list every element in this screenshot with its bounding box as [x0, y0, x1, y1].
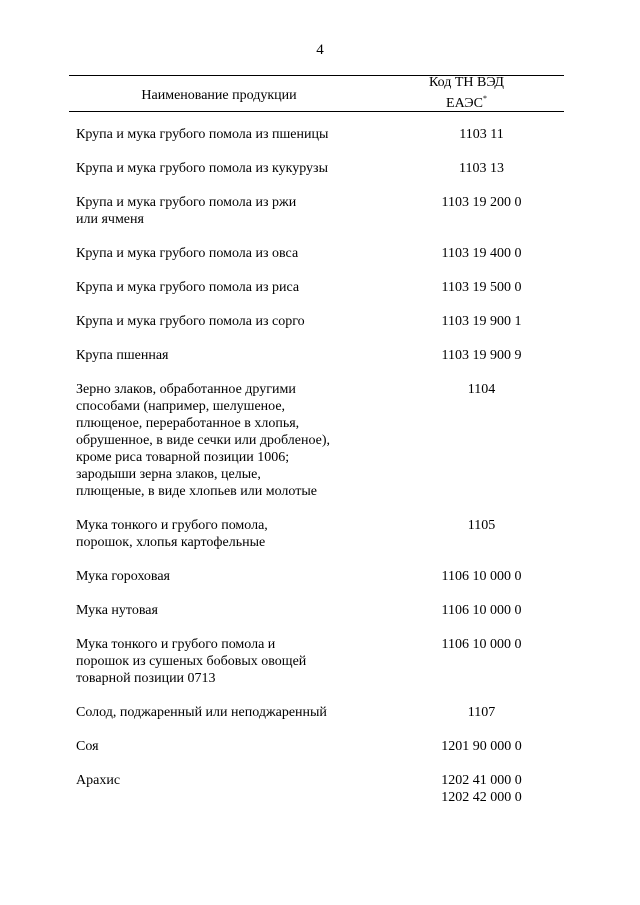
product-name-cell: Крупа пшенная — [76, 348, 169, 363]
table-row — [69, 245, 564, 262]
product-code-cell: 1105 — [467, 518, 496, 533]
table-row — [69, 126, 564, 143]
product-name-cell: Крупа и мука грубого помола из ржи или ячменя — [76, 195, 297, 227]
product-code-cell: 1103 19 200 0 — [441, 195, 522, 210]
product-name-cell: Крупа и мука грубого помола из овса — [76, 246, 299, 261]
table-row — [69, 194, 564, 228]
table-header — [69, 75, 564, 112]
product-code-cell: 1202 41 000 0 1202 42 000 0 — [441, 773, 522, 805]
table-row — [69, 313, 564, 330]
table-row — [69, 738, 564, 755]
table-row — [69, 568, 564, 585]
product-code-cell: 1103 19 500 0 — [441, 280, 522, 295]
footnote-mark: * — [482, 94, 487, 103]
product-name-cell: Мука тонкого и грубого помола, порошок, хлопья картофельные — [76, 518, 268, 550]
table-row — [69, 704, 564, 721]
product-name-cell: Арахис — [76, 773, 121, 788]
header-product-name: Наименование продукции — [141, 88, 297, 103]
product-name-cell: Крупа и мука грубого помола из сорго — [76, 314, 305, 329]
table-row — [69, 160, 564, 177]
product-name-cell: Мука нутовая — [76, 603, 158, 618]
table-row — [69, 602, 564, 619]
header-code — [369, 75, 564, 112]
product-code-cell: 1106 10 000 0 — [441, 637, 522, 652]
header-code-line1: Код ТН ВЭД — [429, 75, 504, 90]
table-row — [69, 636, 564, 687]
product-name-cell: Соя — [76, 739, 99, 754]
product-code-cell: 1103 13 — [459, 161, 504, 176]
product-name-cell: Мука тонкого и грубого помола и порошок из сушеных бобовых овощей товарной позиции 0713 — [76, 637, 307, 686]
product-code-cell: 1103 11 — [459, 127, 504, 142]
product-name-cell: Крупа и мука грубого помола из пшеницы — [76, 127, 329, 142]
product-name-cell: Солод, поджаренный или неподжаренный — [76, 705, 327, 720]
product-code-cell: 1103 19 900 1 — [441, 314, 522, 329]
product-code-cell: 1106 10 000 0 — [441, 603, 522, 618]
product-code-cell: 1103 19 400 0 — [441, 246, 522, 261]
table-row — [69, 517, 564, 551]
table-row — [69, 347, 564, 364]
product-code-cell: 1107 — [467, 705, 496, 720]
product-code-table — [69, 75, 564, 823]
product-code-cell: 1103 19 900 9 — [441, 348, 522, 363]
page-number: 4 — [316, 42, 324, 58]
product-name-cell: Крупа и мука грубого помола из риса — [76, 280, 300, 295]
table-row — [69, 381, 564, 500]
product-name-cell: Зерно злаков, обработанное другими способами (например, шелушеное, плющеное, переработанное в хлопья, обрушенное, в виде сечки или дробленое), кроме риса товарной позиции 1006; зародыши зерна злаков, целые, плющеные, в виде хлопьев или молотые — [76, 382, 331, 499]
header-code-line2: ЕАЭС* — [446, 94, 487, 111]
product-code-cell: 1106 10 000 0 — [441, 569, 522, 584]
product-code-cell: 1104 — [467, 382, 496, 397]
product-code-cell: 1201 90 000 0 — [441, 739, 522, 754]
table-row — [69, 772, 564, 806]
product-name-cell: Крупа и мука грубого помола из кукурузы — [76, 161, 328, 176]
product-name-cell: Мука гороховая — [76, 569, 170, 584]
table-body — [69, 112, 564, 806]
table-row — [69, 279, 564, 296]
